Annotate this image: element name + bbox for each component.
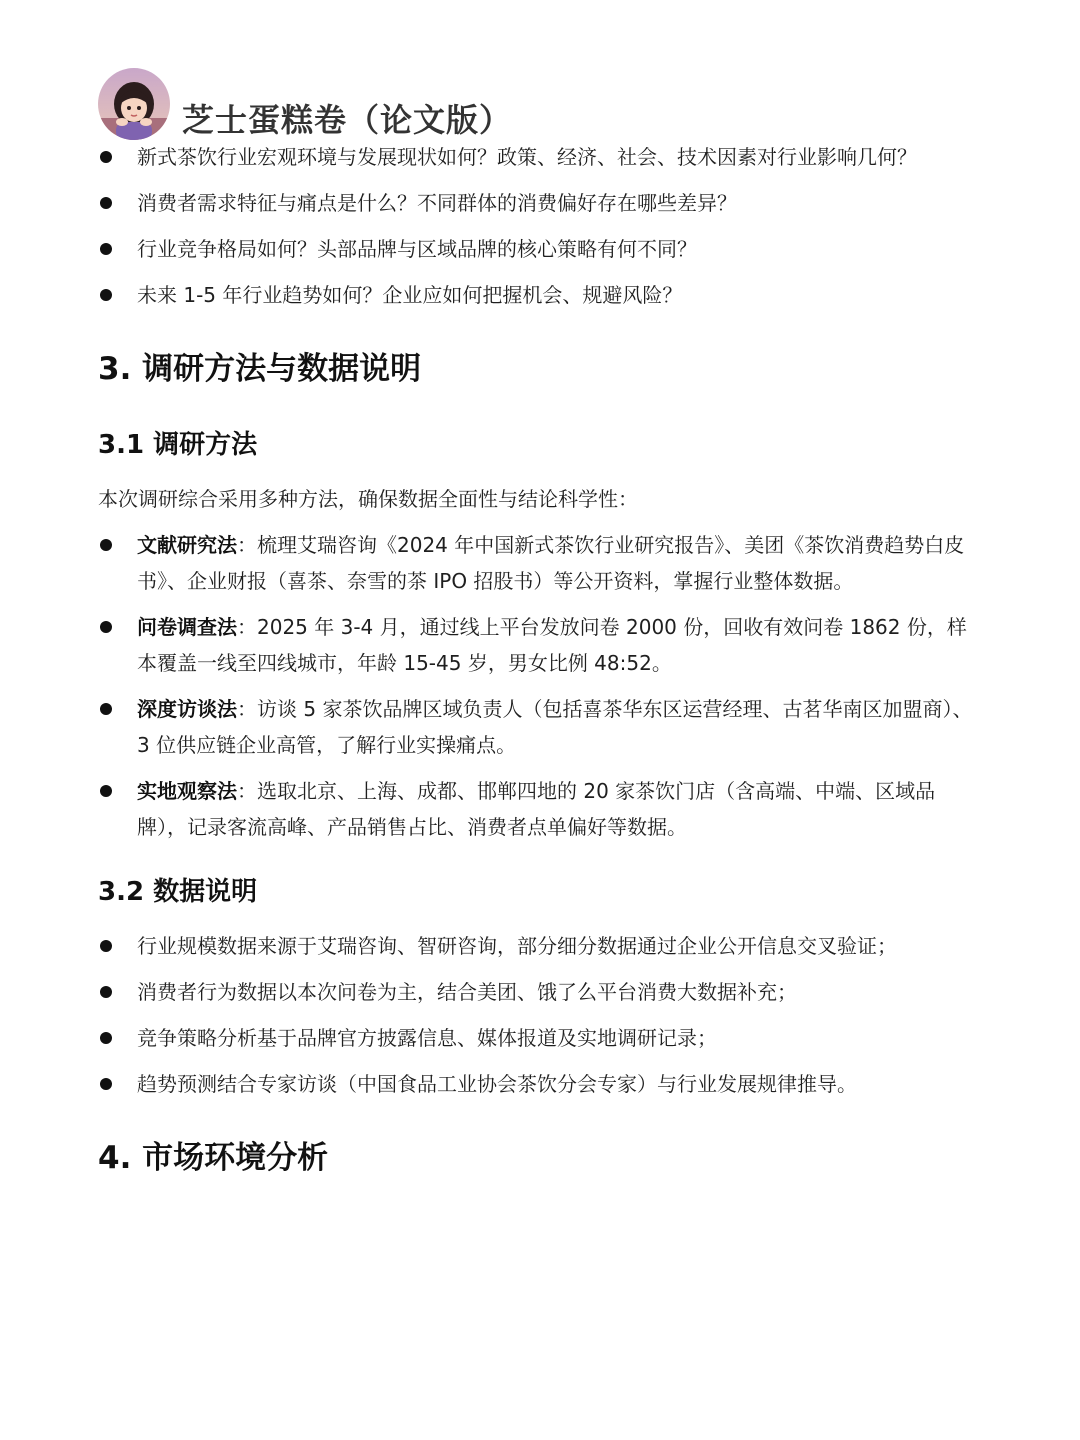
list-item: 竞争策略分析基于品牌官方披露信息、媒体报道及实地调研记录；: [98, 1020, 982, 1056]
research-questions-list: [98, 139, 982, 313]
list-item: 行业竞争格局如何？头部品牌与区域品牌的核心策略有何不同？: [98, 231, 982, 267]
list-item: 趋势预测结合专家访谈（中国食品工业协会茶饮分会专家）与行业发展规律推导。: [98, 1066, 982, 1102]
method-term: 文献研究法: [137, 533, 237, 557]
method-term: 实地观察法: [137, 779, 237, 803]
avatar-illustration-icon: [98, 68, 170, 140]
method-term: 深度访谈法: [137, 697, 237, 721]
bullet-icon: [100, 243, 112, 255]
list-item: 文献研究法：梳理艾瑞咨询《2024 年中国新式茶饮行业研究报告》、美团《茶饮消费趋势白皮书》、企业财报（喜茶、奈雪的茶 IPO 招股书）等公开资料，掌握行业整体数据。: [98, 527, 982, 599]
bullet-icon: [100, 986, 112, 998]
author-header: [98, 68, 512, 140]
avatar[interactable]: [98, 68, 170, 140]
bullet-icon: [100, 1032, 112, 1044]
section-4-heading: 4. 市场环境分析: [98, 1140, 329, 1176]
list-item: 新式茶饮行业宏观环境与发展现状如何？政策、经济、社会、技术因素对行业影响几何？: [98, 139, 982, 175]
bullet-icon: [100, 197, 112, 209]
bullet-icon: [100, 621, 112, 633]
list-item: 问卷调查法：2025 年 3-4 月，通过线上平台发放问卷 2000 份，回收有效问卷 1862 份，样本覆盖一线至四线城市，年龄 15-45 岁，男女比例 48:52。: [98, 609, 982, 681]
bullet-icon: [100, 1078, 112, 1090]
list-item: 消费者需求特征与痛点是什么？不同群体的消费偏好存在哪些差异？: [98, 185, 982, 221]
methods-intro: 本次调研综合采用多种方法，确保数据全面性与结论科学性：: [98, 487, 638, 511]
bullet-icon: [100, 940, 112, 952]
methods-list: [98, 527, 982, 845]
bullet-icon: [100, 539, 112, 551]
method-term: 问卷调查法: [137, 615, 237, 639]
list-item: 深度访谈法：访谈 5 家茶饮品牌区域负责人（包括喜茶华东区运营经理、古茗华南区加盟商）、3 位供应链企业高管，了解行业实操痛点。: [98, 691, 982, 763]
section-3-heading: 3. 调研方法与数据说明: [98, 351, 422, 387]
bullet-icon: [100, 289, 112, 301]
list-item: 消费者行为数据以本次问卷为主，结合美团、饿了么平台消费大数据补充；: [98, 974, 982, 1010]
data-notes-list: [98, 928, 982, 1102]
list-item: 行业规模数据来源于艾瑞咨询、智研咨询，部分细分数据通过企业公开信息交叉验证；: [98, 928, 982, 964]
author-name: 芝士蛋糕卷（论文版）: [182, 101, 513, 139]
section-3-2-heading: 3.2 数据说明: [98, 877, 258, 907]
bullet-icon: [100, 785, 112, 797]
section-3-1-heading: 3.1 调研方法: [98, 430, 258, 460]
list-item: 实地观察法：选取北京、上海、成都、邯郸四地的 20 家茶饮门店（含高端、中端、区域品牌），记录客流高峰、产品销售占比、消费者点单偏好等数据。: [98, 773, 982, 845]
bullet-icon: [100, 703, 112, 715]
bullet-icon: [100, 151, 112, 163]
list-item: 未来 1-5 年行业趋势如何？企业应如何把握机会、规避风险？: [98, 277, 982, 313]
document-body: [98, 139, 982, 1177]
